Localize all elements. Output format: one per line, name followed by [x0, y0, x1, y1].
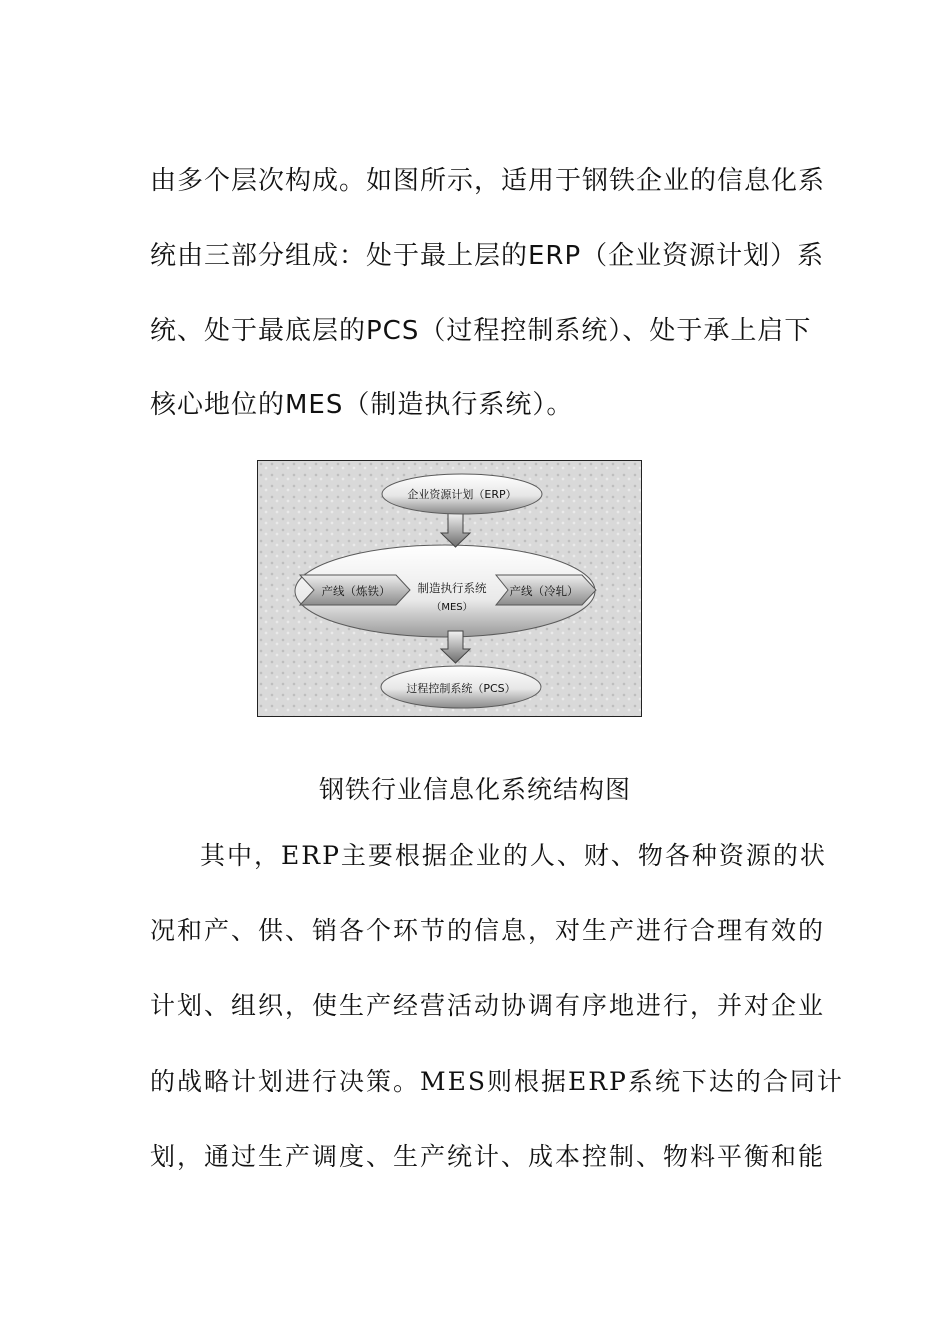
diagram-canvas	[258, 461, 641, 716]
architecture-diagram	[257, 460, 642, 717]
mes-abbr: （MES）	[431, 602, 473, 613]
paragraph-line: 计划、组织，使生产经营活动协调有序地进行，并对企业	[150, 991, 826, 1020]
right-arrow-label: 产线（冷轧）	[509, 584, 579, 598]
paragraph-line: 由多个层次构成。如图所示，适用于钢铁企业的信息化系	[150, 166, 826, 196]
figure-caption: 钢铁行业信息化系统结构图	[318, 775, 631, 804]
mes-label: 制造执行系统	[417, 581, 487, 595]
paragraph-line: 况和产、供、销各个环节的信息，对生产进行合理有效的	[150, 916, 826, 945]
paragraph-line: 统、处于最底层的PCS（过程控制系统）、处于承上启下	[150, 316, 812, 346]
down-arrow-top	[441, 513, 470, 547]
paragraph-line: 其中，ERP主要根据企业的人、财、物各种资源的状	[200, 841, 827, 870]
left-arrow-label: 产线（炼铁）	[321, 584, 391, 598]
erp-label: 企业资源计划（ERP）	[407, 488, 517, 501]
paragraph-line: 的战略计划进行决策。MES则根据ERP系统下达的合同计	[150, 1067, 844, 1096]
paragraph-line: 统由三部分组成：处于最上层的ERP（企业资源计划）系	[150, 241, 825, 271]
paragraph-line: 核心地位的MES（制造执行系统）。	[150, 390, 574, 420]
pcs-label: 过程控制系统（PCS）	[406, 682, 516, 695]
paragraph-line: 划，通过生产调度、生产统计、成本控制、物料平衡和能	[150, 1142, 826, 1171]
